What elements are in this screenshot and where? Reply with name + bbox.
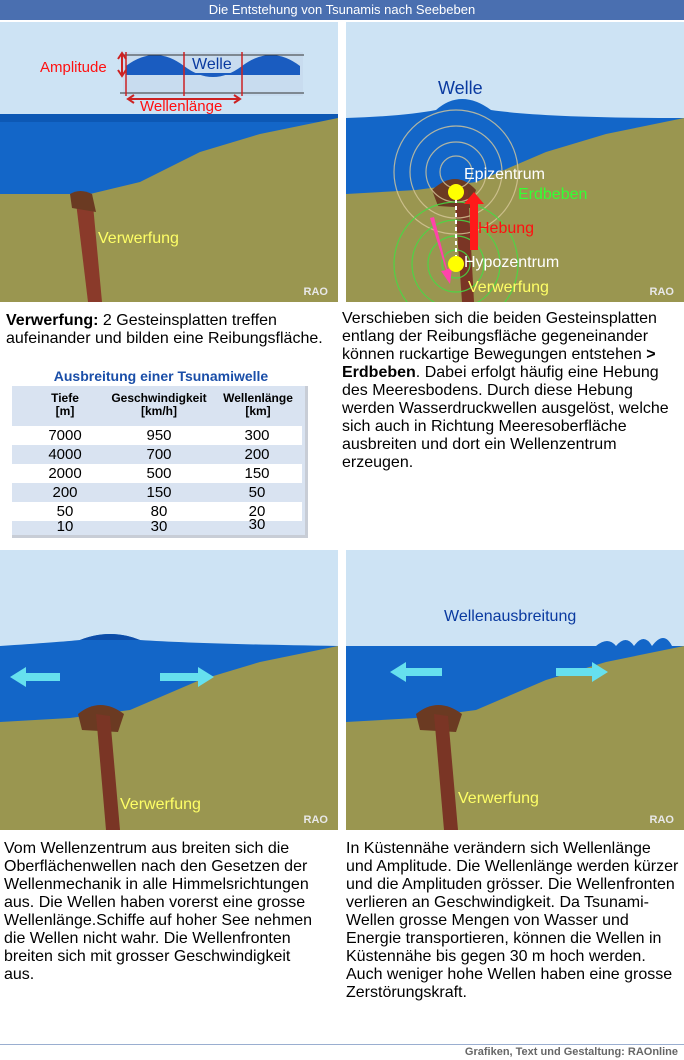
panel-fault: [0, 22, 338, 302]
table-row: [12, 516, 302, 536]
footer-divider: [0, 1044, 684, 1045]
table-row: [12, 464, 302, 483]
label-verwerfung: Verwerfung: [468, 279, 549, 296]
text-verwerfung: [6, 312, 326, 348]
label-verwerfung: Verwerfung: [458, 790, 539, 807]
table-title: Ausbreitung einer Tsunamiwelle: [53, 368, 269, 384]
header-wellenlaenge-label: Wellenlänge: [223, 391, 293, 405]
panel-coastal-waves: [346, 550, 684, 830]
label-erdbeben: Erdbeben: [518, 186, 588, 203]
text-verwerfung-term: Verwerfung:: [6, 312, 99, 329]
table-row: [12, 445, 302, 464]
label-hebung: Hebung: [478, 220, 535, 237]
cell-wellenlaenge: 30: [248, 516, 266, 533]
wave-spread-illustration: [0, 550, 338, 830]
header-wellenlaenge: [218, 392, 298, 418]
text-erdbeben-part1: Verschieben sich die beiden Gesteinsplatten entlang der Reibungsfläche gegeneinander können ruckartige Bewegungen entstehen: [342, 310, 657, 363]
cell-geschwindigkeit: 150: [146, 484, 172, 501]
cell-geschwindigkeit: 950: [146, 427, 172, 444]
label-hypozentrum: Hypozentrum: [464, 254, 560, 271]
rao-credit: RAO: [649, 814, 674, 826]
cell-tiefe: 10: [56, 518, 74, 535]
cell-tiefe: 2000: [48, 465, 82, 482]
rao-credit: RAO: [649, 286, 674, 298]
text-verwerfung-body: 2 Gesteinsplatten treffen aufeinander und bilden eine Reibungsfläche.: [6, 312, 323, 347]
coastal-waves-illustration: [346, 550, 684, 830]
label-amplitude: Amplitude: [40, 59, 107, 76]
label-epizentrum: Epizentrum: [464, 166, 545, 183]
footer-credit: Grafiken, Text und Gestaltung: RAOnline: [464, 1046, 678, 1058]
cell-tiefe: 200: [52, 484, 78, 501]
text-erdbeben-term: > Erdbeben: [342, 346, 656, 381]
cell-geschwindigkeit: 500: [146, 465, 172, 482]
tsunami-table: [12, 366, 310, 544]
header-geschwindigkeit-label: Geschwindigkeit: [111, 391, 207, 405]
cell-tiefe: 4000: [48, 446, 82, 463]
cell-wellenlaenge: 20: [248, 503, 266, 520]
cell-geschwindigkeit: 700: [146, 446, 172, 463]
cell-wellenlaenge: 300: [244, 427, 270, 444]
rao-credit: RAO: [303, 286, 328, 298]
label-welle: Welle: [438, 78, 483, 98]
text-erdbeben-part2: . Dabei erfolgt häufig eine Hebung des Meeresbodens. Durch diese Hebung werden Wasserdruckwellen ausgelöst, welche sich auch in Richtung Meeresoberfläche ausbreiten und dort ein Wellenzentrum erzeugen.: [342, 364, 669, 471]
header-geschwindigkeit-unit: [km/h]: [141, 404, 177, 418]
cell-wellenlaenge: 50: [248, 484, 266, 501]
table-row: [12, 483, 302, 502]
header-geschwindigkeit: [104, 392, 214, 418]
rao-credit: RAO: [303, 814, 328, 826]
label-verwerfung: Verwerfung: [120, 796, 201, 813]
table-body: [12, 386, 308, 538]
panel-wave-spread: [0, 550, 338, 830]
text-erdbeben: [342, 310, 678, 472]
text-kuestennaehe: In Küstennähe verändern sich Wellenlänge und Amplitude. Die Wellenlänge werden kürzer und die Amplituden grösser. Die Wellenfronten verlieren an Geschwindigkeit. Da Tsunami-Wellen grosse Mengen von Wasser und Energie transportieren, können die Wellen in Küstennähe bis gegen 30 m hoch werden. Auch weniger hohe Wellen haben eine grosse Zerstörungskraft.: [346, 840, 679, 1001]
cell-wellenlaenge: 150: [244, 465, 270, 482]
cell-tiefe: 50: [56, 503, 74, 520]
cell-wellenlaenge: 200: [244, 446, 270, 463]
text-wellenzentrum: Vom Wellenzentrum aus breiten sich die Oberflächenwellen nach den Gesetzen der Wellenmechanik in alle Himmelsrichtungen aus. Die Wellen haben vorerst eine grosse Wellenlänge.Schiffe auf hoher See nehmen die Wellen nicht wahr. Die Wellenfronten breiten sich mit grosser Geschwindigkeit aus.: [4, 840, 313, 983]
label-verwerfung: Verwerfung: [98, 230, 179, 247]
label-welle: Welle: [192, 56, 232, 73]
table-row: [12, 426, 302, 445]
header-tiefe: [40, 392, 90, 418]
label-wellenlaenge: Wellenlänge: [140, 98, 223, 115]
cell-geschwindigkeit: 80: [150, 503, 168, 520]
header-tiefe-unit: [m]: [55, 404, 75, 418]
cell-geschwindigkeit: 30: [150, 518, 168, 535]
header-wellenlaenge-unit: [km]: [245, 404, 271, 418]
header-tiefe-label: Tiefe: [51, 391, 79, 405]
panel-earthquake: [346, 22, 684, 302]
page-title: Die Entstehung von Tsunamis nach Seebeben: [0, 0, 684, 20]
cell-tiefe: 7000: [48, 427, 82, 444]
label-wellenausbreitung: Wellenausbreitung: [444, 608, 577, 625]
